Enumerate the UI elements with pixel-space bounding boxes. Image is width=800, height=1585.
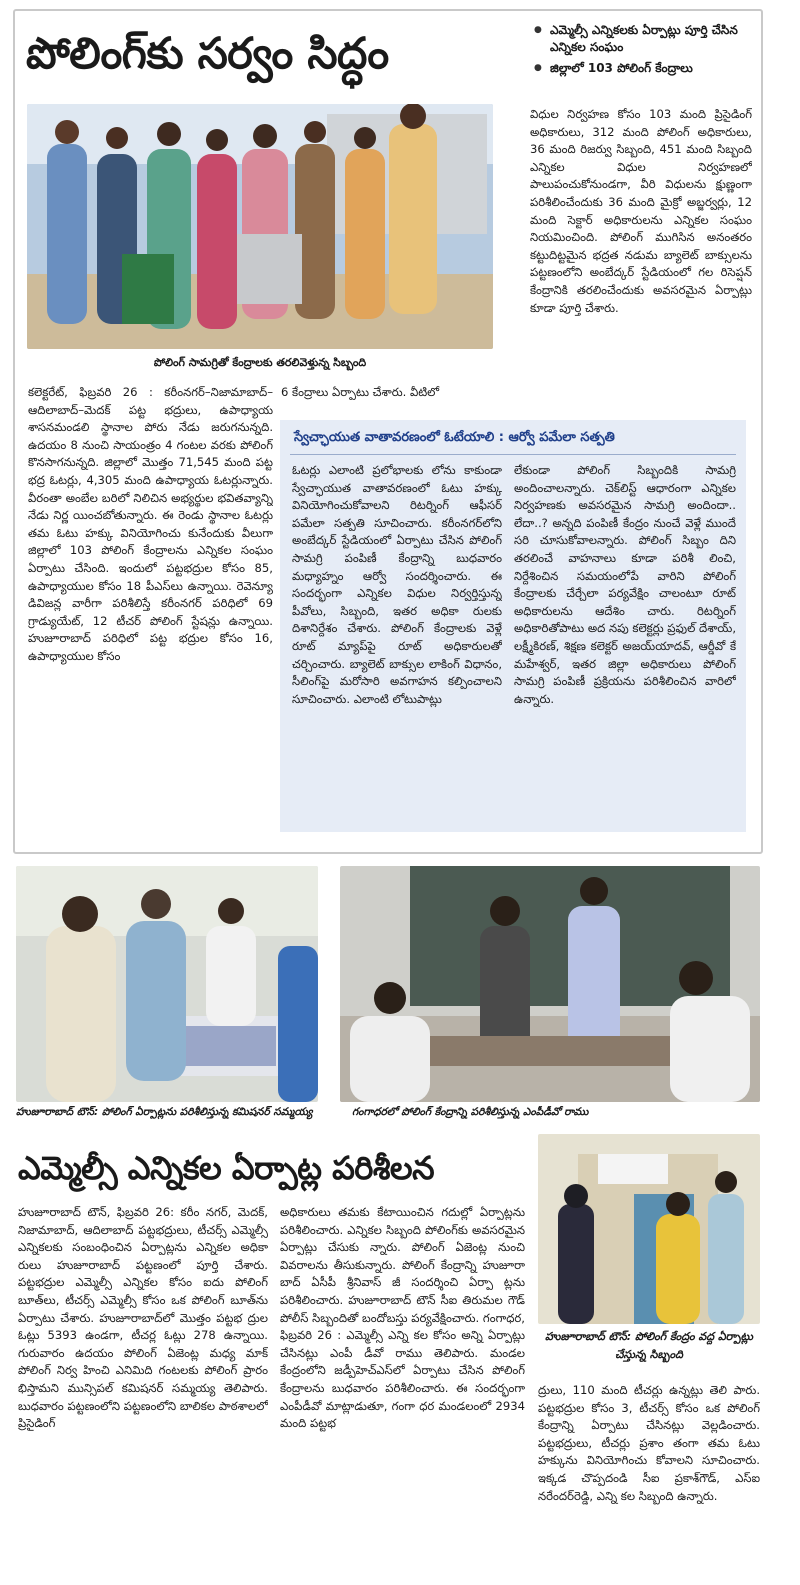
story1-box-heading: స్వేచ్ఛాయుత వాతావరణంలో ఓటేయాలి : ఆర్వో పమేలా సత్పతి [294, 430, 615, 445]
highlight-item: ● ఎమ్మెల్సీ ఎన్నికలకు ఏర్పాట్లు పూర్తి చేసిన ఎన్నికల సంఘం [532, 22, 754, 56]
story1-headline: పోలింగ్‌కు సర్వం సిద్ధం [26, 29, 389, 79]
story1-box-column-1 [292, 462, 502, 824]
story2-text-1: హుజూరాబాద్ టౌన్, ఫిబ్రవరి 26: కరీం నగర్, మెదక్, నిజామాబాద్, ఆదిలాబాద్ పట్టభద్రులు, టీచర్స్ ఎమ్మెల్సీ ఎన్నికలకు సంబంధించిన ఏర్పాట్లను ఎన్నికల అధికా రులు హుజూరాబాద్ పట్టణంలో పూర్తి చేశారు. పట్టభద్రుల ఎమ్మెల్సీ ఎన్నికల కోసం ఐదు పోలింగ్ బూత్‌లు, టీచర్స్ ఎమ్మెల్సీ కోసం ఒక పోలింగ్ బూత్‌ను ఏర్పాటు చేశారు. హుజూరాబాద్‌లో మొత్తం పట్టభ ద్రుల ఓట్లు 5393 ఉండగా, టీచర్ల ఓట్లు 278 ఉన్నాయి. గురువారం ఉదయం పోలింగ్ ఏజెంట్ల మధ్య మాక్ పోలింగ్ నిర్వ హించి ఎనిమిది గంటలకు పోలింగ్ ప్రారం భిస్తామని మున్సిపల్ కమిషనర్ సమ్మయ్య తెలిపారు. బుధవారం పట్టణంలోని పట్టణంలోని బాలికల పాఠశాలలో ప్రిసైడింగ్ [18, 1205, 268, 1431]
story1-photo [27, 104, 493, 349]
box-heading-divider [290, 454, 736, 455]
commissioner-photo-caption: హుజూరాబాద్ టౌన్: పోలింగ్ ఏర్పాట్లను పరిశీలిస్తున్న కమిషనర్ సమ్మయ్య [16, 1106, 313, 1118]
story1-mid-text: 6 కేంద్రాలు ఏర్పాటు చేశారు. వీటిలో [281, 385, 440, 399]
mpdo-photo [340, 866, 760, 1102]
story1-box-text-2: లేకుండా పోలింగ్ సిబ్బందికి సామగ్రి అందించాలన్నారు. చెక్‌లిస్ట్ ఆధారంగా ఎన్నికల నిర్వహణకు అవసరమైన సామగ్రి అందిందా.. లేదా..? అన్నది పంపిణీ కేంద్రం నుంచే వెళ్లే ముందే సరి చూసుకోవాలన్నారు. పోలింగ్ సిబ్బం దిని తరలించే వాహనాలు కూడా పరిశీ లించి, నిర్దేశించిన సమయంలోపే వారిని పోలింగ్ కేంద్రాలకు చేర్చేలా పర్యవేక్షిం చాలంటూ రూట్ అధికారులను ఆదేశిం చారు. రిటర్నింగ్ అధికారితోపాటు అద నపు కలెక్టర్లు ప్రఫుల్ దేశాయ్, లక్ష్మీకిరణ్, శిక్షణ కలెక్టర్ అజయ్‌యాదవ్, ఆర్డీవో కే మహేశ్వర్, ఇతర జిల్లా అధికారులు పోలింగ్ సామగ్రి పంపిణీ ప్రక్రియను పరిశీలించిన వారిలో ఉన్నారు. [514, 463, 736, 706]
highlight-item: ● జిల్లాలో 103 పోలింగ్ కేంద్రాలు [532, 60, 754, 77]
story2-column-1 [18, 1204, 268, 1578]
story1-left-text: కలెక్టరేట్, ఫిబ్రవరి 26 : కరీంనగర్–నిజామాబాద్–ఆదిలాబాద్–మెదక్ పట్ట భద్రులు, ఉపాధ్యాయ శాసనమండలి స్థానాల పోరు నేడు జరుగనున్నది. ఉదయం 8 నుంచి సాయంత్రం 4 గంటల వరకు పోలింగ్ కొనసాగనున్నది. జిల్లాలో మొత్తం 71,545 మంది పట్ట భద్ర ఓటర్లు, 4,305 మంది ఉపాధ్యాయ ఓటర్లున్నారు. వీరంతా అంబేల బరిలో నిలిచిన అభ్యర్థుల భవితవ్యాన్ని నేడు నిర్ణ యించబోతున్నారు. ఈ రెండు స్థానాల ఓటర్లు తమ ఓటు హక్కు వినియోగించు కునేందుకు వీలుగా జిల్లాలో 103 పోలింగ్ కేంద్రాలను ఎన్నికల సంఘం ఏర్పాటు చేసింది. ఇందులో పట్టభద్రుల కోసం 85, ఉపాధ్యాయుల కోసం 18 పీఎస్‌లు ఉన్నాయి. రెవెన్యూ డివిజన్ల వారీగా పరిశీలిస్తే కరీంనగర్ పరిధిలో 69 గ్రాడ్యుయేట్, 12 టీచర్ పోలింగ్ స్టేషన్లు ఉన్నాయి. హుజూరాబాద్ పరిధిలో పట్ట భద్రుల కోసం 16, ఉపాధ్యాయుల కోసం [28, 385, 273, 663]
story1-box-text-1: ఓటర్లు ఎలాంటి ప్రలోభాలకు లోను కాకుండా స్వేచ్ఛాయుత వాతావరణంలో ఓటు హక్కు వినియోగించుకోవాలని రిటర్నింగ్ ఆఫీసర్ పమేలా సత్పతి సూచించారు. కరీంనగర్‌లోని అంబేద్కర్ స్టేడియంలో ఏర్పాటు చేసిన పోలింగ్ సామగ్రి పంపిణీ కేంద్రాన్ని బుధవారం మధ్యాహ్నం ఆర్వో సందర్శించారు. ఈ సందర్భంగా ఎన్నికల విధుల నిర్వర్తిస్తున్న పీవోలు, సిబ్బంది, ఇతర అధికా రులకు దిశానిర్దేశం చేశారు. పోలింగ్ కేంద్రాలకు వెళ్లే రూట్ మ్యాప్‌పై రూట్ అధికారులతో చర్చించారు. బ్యాలెట్ బాక్సుల లాకింగ్ విధానం, సీలింగ్‌పై మరోసారి అవగాహన కల్పించాలని సూచించారు. ఎలాంటి లోటుపాట్లు [292, 463, 502, 706]
polling-station-photo-caption [538, 1328, 760, 1364]
story1-right-column [530, 106, 752, 406]
story1-photo-caption: పోలింగ్ సామగ్రితో కేంద్రాలకు తరలివెళ్తున్న సిబ్బంది [153, 356, 367, 369]
story2-headline: ఎమ్మెల్సీ ఎన్నికల ఏర్పాట్ల పరిశీలన [18, 1149, 435, 1187]
story1-box-column-2 [514, 462, 736, 824]
story2-column-2 [280, 1204, 525, 1578]
story2-text-2: అధికారులు తమకు కేటాయించిన గదుల్లో ఏర్పాట్లను పరిశీలించారు. ఎన్నికల సిబ్బంది పోలింగ్‌కు అవసరమైన ఏర్పాట్లు చేసుకు న్నారు. పోలింగ్ ఏజెంట్ల నుంచి వివరాలను తీసుకున్నారు. పోలింగ్ కేంద్రాన్ని హుజూరా బాద్ ఏసీపీ శ్రీనివాస్ జీ సందర్శించి ఏర్పా ట్లను పరిశీలించారు. హుజూరాబాద్ టౌన్ సీఐ తిరుమల గౌడ్ పోలీస్ సిబ్బందితో బందోబస్తు పర్యవేక్షించారు. గంగాధర, ఫిబ్రవరి 26 : ఎమ్మెల్సీ ఎన్ని కల కోసం అన్ని ఏర్పాట్లు చేసినట్లు ఎంపీ డీవో రాము తెలిపారు. మండల కేంద్రంలోని జడ్పీహెచ్‌ఎస్‌లో ఏర్పాటు చేసిన పోలింగ్ కేంద్రాలను బుధవారం పరిశీలించారు. ఈ సందర్భంగా ఎంపీడీవో మాట్లాడుతూ, గంగా ధర మండలంలో 2934 మంది పట్టభ [280, 1205, 525, 1431]
polling-station-photo [538, 1134, 760, 1324]
story2-text-3: ద్రులు, 110 మంది టీచర్లు ఉన్నట్లు తెలి పారు. పట్టభద్రుల కోసం 3, టీచర్స్ కోసం ఒక పోలింగ్ కేంద్రాన్ని ఏర్పాటు చేసినట్లు వెల్లడించారు. పట్టభద్రులు, టీచర్లు ప్రశాం తంగా తమ ఓటు హక్కును వినియోగించు కోవాలని సూచించారు. ఇక్కడ చొప్పదండి సీఐ ప్రకాశ్‌గౌడ్, ఎస్ఐ నరేందర్‌రెడ్డి, ఎన్ని కల సిబ్బంది ఉన్నారు. [538, 1383, 760, 1503]
story1-highlights [532, 22, 754, 81]
story1-left-column [28, 384, 273, 844]
story2-column-3 [538, 1382, 760, 1578]
mpdo-photo-caption: గంగాధరలో పోలింగ్ కేంద్రాన్ని పరిశీలిస్తున్న ఎంపీడీవో రాము [352, 1106, 589, 1118]
story1-right-text: విధుల నిర్వహణ కోసం 103 మంది ప్రిసైడింగ్ అధికారులు, 312 మంది పోలింగ్ అధికారులు, 36 మంది రిజర్వు సిబ్బంది, 451 మంది సిబ్బంది ఎన్నికల విధుల నిర్వహణలో పాలుపంచుకోనుండగా, వీరి విధులను క్షుణ్ణంగా పరిశీలించేందుకు 36 మంది మైక్రో అబ్జర్వర్లు, 12 మంది సెక్టార్ అధికారులను ఎన్నికల సంఘం నియమించింది. పోలింగ్ ముగిసిన అనంతరం కట్టుదిట్టమైన భద్రత నడుమ బ్యాలెట్ బాక్సులను పట్టణంలోని అంబేద్కర్ స్టేడియంలో గల రిసెప్షన్ కేంద్రానికి తరలించేందుకు అవసరమైన ఏర్పాట్లు కూడా పూర్తి చేశారు. [530, 107, 752, 315]
commissioner-photo [16, 866, 318, 1102]
polling-station-caption-text: హుజూరాబాద్ టౌన్: పోలింగ్ కేంద్రం వద్ద ఏర్పాట్లు చేస్తున్న సిబ్బంది [545, 1330, 753, 1361]
story1-mid-fragment [281, 384, 491, 404]
